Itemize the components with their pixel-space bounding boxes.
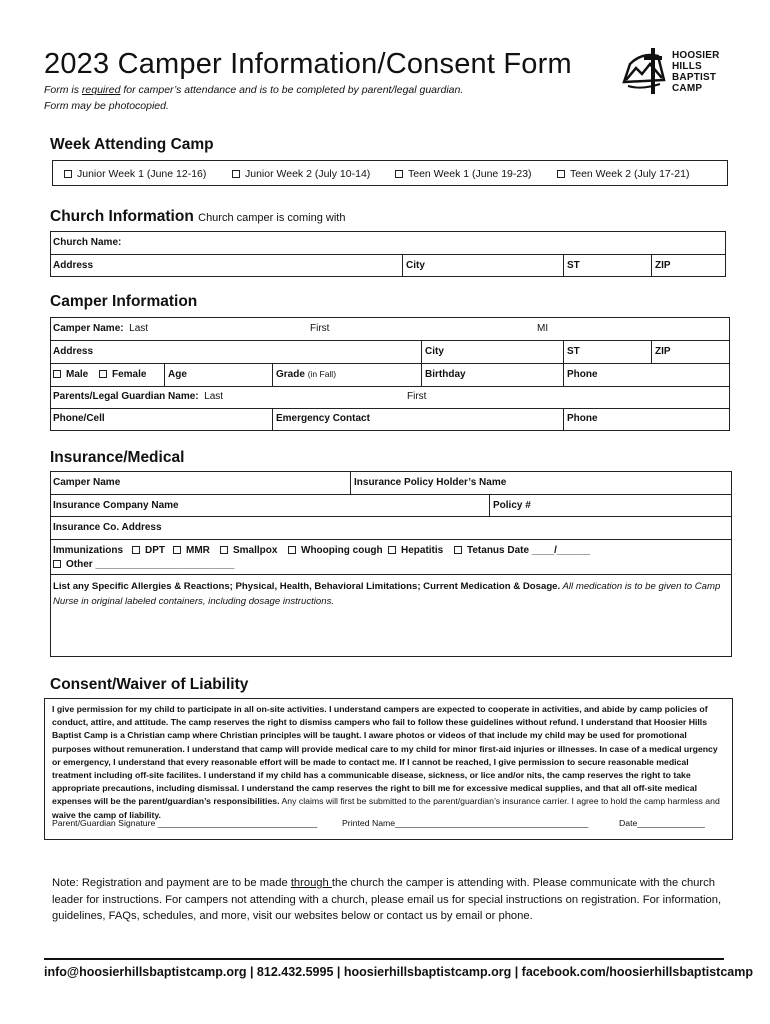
insurance-heading: Insurance/Medical xyxy=(50,449,185,466)
checkbox[interactable] xyxy=(220,546,228,554)
checkbox[interactable] xyxy=(99,370,107,378)
church-city-field[interactable]: City xyxy=(406,260,425,271)
signature-date-field[interactable]: Date______________ xyxy=(619,818,705,828)
registration-note: Note: Registration and payment are to be made through the church the camper is attending with. Please communicate with the church leader for instructions. For campers not attending with a church, please email us for special instructions on registration. For information, guidelines, FAQs, schedules, and more, visit our websites below or contact us by email or phone. xyxy=(52,877,722,922)
church-name-field[interactable]: Church Name: xyxy=(53,237,122,248)
week-option-teen-1[interactable]: Teen Week 1 (June 19-23) xyxy=(395,168,532,180)
checkbox[interactable] xyxy=(53,370,61,378)
parent-signature-field[interactable]: Parent/Guardian Signature _________________________________ xyxy=(52,818,318,828)
camper-grade-field[interactable]: Grade (in Fall) xyxy=(276,369,337,380)
allergies-field[interactable]: List any Specific Allergies & Reactions; Physical, Health, Behavioral Limitations; Current Medication & Dosage. All medication is to be given to Camp Nurse in original labeled containers, including dosage instructions. xyxy=(53,581,721,607)
immunizations-label: Immunizations xyxy=(53,545,124,556)
imm-mmr-option[interactable]: MMR xyxy=(173,545,210,556)
insurance-address-field[interactable]: Insurance Co. Address xyxy=(53,522,162,533)
logo-text: HOOSIER HILLS BAPTIST CAMP xyxy=(672,50,720,94)
imm-other-option[interactable]: Other _________________________ xyxy=(53,559,235,570)
church-heading: Church Information Church camper is coming with xyxy=(50,208,346,225)
imm-dpt-option[interactable]: DPT xyxy=(132,545,165,556)
week-heading: Week Attending Camp xyxy=(50,136,214,153)
camper-zip-field[interactable]: ZIP xyxy=(655,346,671,357)
church-zip-field[interactable]: ZIP xyxy=(655,260,671,271)
church-state-field[interactable]: ST xyxy=(567,260,580,271)
camper-address-field[interactable]: Address xyxy=(53,346,94,357)
camper-heading: Camper Information xyxy=(50,293,198,310)
checkbox[interactable] xyxy=(288,546,296,554)
camper-box xyxy=(50,317,730,431)
form-title: 2023 Camper Information/Consent Form xyxy=(44,48,572,80)
imm-tetanus-option[interactable]: Tetanus Date ____/______ xyxy=(454,545,590,556)
emergency-phone-field[interactable]: Phone xyxy=(567,413,598,424)
insurance-company-field[interactable]: Insurance Company Name xyxy=(53,500,179,511)
consent-text: I give permission for my child to participate in all on-site activities. I understand campers are expected to cooperate in activities, and abide by camp policies of conduct, attire, and attitude. The camp reserves the right to dismiss campers who fail to follow these guidelines without refund. I understand that Hoosier Hills Baptist Camp is a Christian camp where Christian principles will be taught. I aware photos or videos of that include my child may be used for promotional purposes without remuneration. I understand that camp will provide medical care to my child for minor first-aid injuries or illnesses. In case of a medical urgency or emergency, I understand that every reasonable effort will be made to contact me. If I cannot be reached, I give permission to secure reasonable medical treatment including off-site facilites. I understand if my child has a communicable disease, sickness, or lice and/or nits, the camp reserves the right to take appropriate precautions, including dismissal. I understand the camp reserves the right to bill me for excessive medical supplies, and that all off-site medical expenses will be the parent/guardian’s responsibilities. Any claims will first be submitted to the parent/guardian’s insurance carrier. I agree to hold the camp harmless and waive the camp of liability. xyxy=(52,704,720,820)
camper-name-field[interactable]: Camper Name: Last xyxy=(53,323,149,334)
checkbox[interactable] xyxy=(64,170,72,178)
consent-heading: Consent/Waiver of Liability xyxy=(50,676,249,693)
emergency-contact-field[interactable]: Emergency Contact xyxy=(276,413,370,424)
form-subtitle: Form is required for camper’s attendance and is to be completed by parent/legal guardian. xyxy=(44,84,464,96)
camp-logo-icon xyxy=(620,44,672,100)
camper-age-field[interactable]: Age xyxy=(168,369,187,380)
guardian-name-field[interactable]: Parents/Legal Guardian Name: Last xyxy=(53,391,224,402)
policy-number-field[interactable]: Policy # xyxy=(493,500,531,511)
checkbox[interactable] xyxy=(53,560,61,568)
checkbox[interactable] xyxy=(132,546,140,554)
checkbox[interactable] xyxy=(173,546,181,554)
insured-camper-name-field[interactable]: Camper Name xyxy=(53,477,121,488)
week-option-teen-2[interactable]: Teen Week 2 (July 17-21) xyxy=(557,168,689,180)
checkbox[interactable] xyxy=(395,170,403,178)
gender-male-option[interactable]: Male xyxy=(53,369,88,380)
footer-contact: info@hoosierhillsbaptistcamp.org | 812.432.5995 | hoosierhillsbaptistcamp.org | facebook.com/hoosierhillsbaptistcamp xyxy=(44,965,753,979)
phone-cell-field[interactable]: Phone/Cell xyxy=(53,413,105,424)
camper-city-field[interactable]: City xyxy=(425,346,444,357)
gender-female-option[interactable]: Female xyxy=(99,369,146,380)
policy-holder-field[interactable]: Insurance Policy Holder’s Name xyxy=(354,477,507,488)
camper-state-field[interactable]: ST xyxy=(567,346,580,357)
imm-hepatitis-option[interactable]: Hepatitis xyxy=(388,545,443,556)
checkbox[interactable] xyxy=(557,170,565,178)
footer-divider xyxy=(44,958,724,960)
camp-logo xyxy=(620,44,730,100)
checkbox[interactable] xyxy=(388,546,396,554)
printed-name-field[interactable]: Printed Name________________________________________ xyxy=(342,818,589,828)
camper-first-label: First xyxy=(310,323,330,334)
imm-smallpox-option[interactable]: Smallpox xyxy=(220,545,277,556)
imm-whooping-cough-option[interactable]: Whooping cough xyxy=(288,545,383,556)
checkbox[interactable] xyxy=(232,170,240,178)
photocopy-note: Form may be photocopied. xyxy=(44,100,169,112)
week-option-junior-2[interactable]: Junior Week 2 (July 10-14) xyxy=(232,168,370,180)
week-option-junior-1[interactable]: Junior Week 1 (June 12-16) xyxy=(64,168,206,180)
church-address-field[interactable]: Address xyxy=(53,260,94,271)
camper-phone-field[interactable]: Phone xyxy=(567,369,598,380)
checkbox[interactable] xyxy=(454,546,462,554)
camper-mi-label: MI xyxy=(537,323,549,334)
guardian-first-label: First xyxy=(407,391,427,402)
camper-birthday-field[interactable]: Birthday xyxy=(425,369,466,380)
